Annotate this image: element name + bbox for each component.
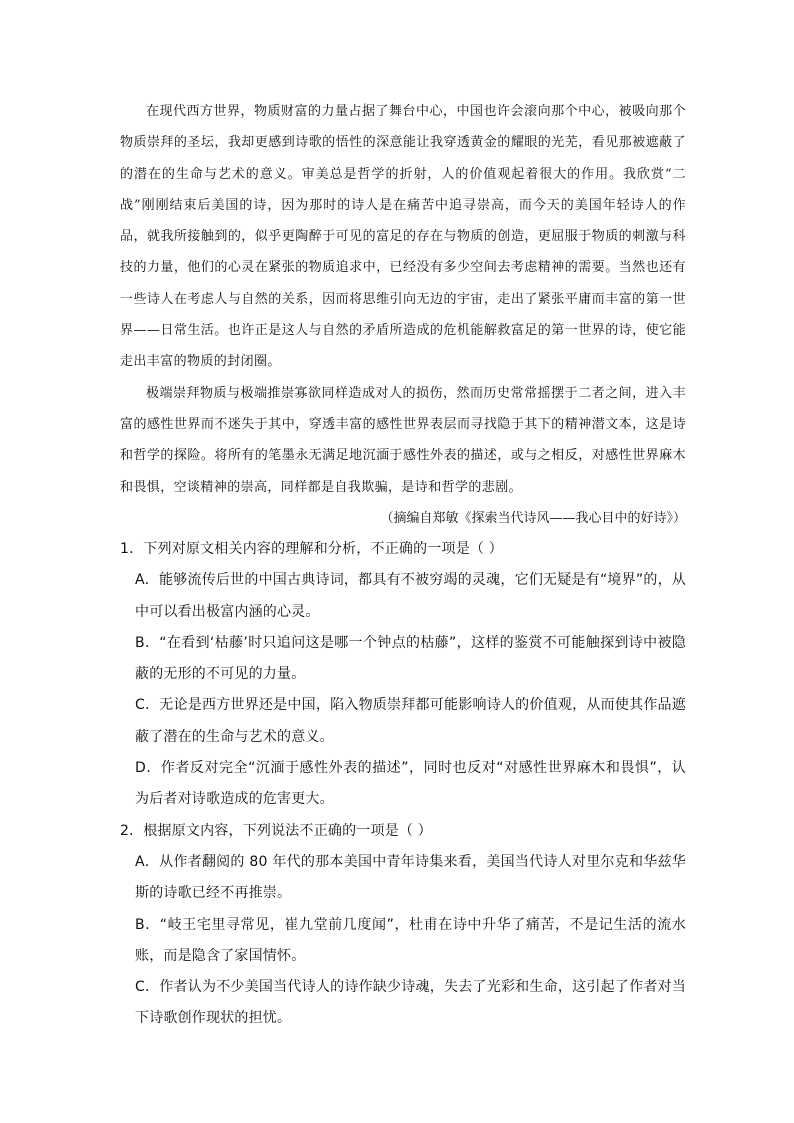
- passage-paragraph-1: 在现代西方世界，物质财富的力量占据了舞台中心，中国也许会滚向那个中心，被吸向那个物质崇拜的圣坛，我却更感到诗歌的悟性的深意能让我穿透黄金的耀眼的光芜，看见那被遮蔽了的潜在的生命与艺术的意义。审美总是哲学的折射，人的价值观起着很大的作用。我欣赏“二战”刚刚结束后美国的诗，因为那时的诗人是在痛苦中追寻崇高，而今天的美国年轻诗人的作品，就我所接触到的，似乎更陶醉于可见的富足的存在与物质的创造，更屈服于物质的刺激与科技的力量，他们的心灵在紧张的物质追求中，已经没有多少空间去考虑精神的需要。当然也还有一些诗人在考虑人与自然的关系，因而将思维引向无边的宇宙，走出了紧张平庸而丰富的第一世界——日常生活。也许正是这人与自然的矛盾所造成的危机能解救富足的第一世界的诗，使它能走出丰富的物质的封闭圈。: [120, 104, 686, 370]
- question-1: [120, 534, 686, 816]
- question-stem: 1．下列对原文相关内容的理解和分析，不正确的一项是（ ）: [120, 541, 503, 557]
- question-option-c: C．无论是西方世界还是中国，陷入物质崇拜都可能影响诗人的价值观，从而使其作品遮蔽了潜在的生命与艺术的意义。: [135, 697, 686, 745]
- question-option-a: A．能够流传后世的中国古典诗词，都具有不被穷竭的灵魂，它们无疑是有“境界”的，从中可以看出极富内涵的心灵。: [135, 572, 686, 620]
- question-option-a: A．从作者翻阅的 80 年代的那本美国中青年诗集来看，美国当代诗人对里尔克和华兹华斯的诗歌已经不再推崇。: [135, 853, 686, 902]
- passage-paragraph-2: 极端崇拜物质与极端推崇寡欲同样造成对人的损伤，然而历史常常摇摆于二者之间，进入丰富的感性世界而不迷失于其中，穿透丰富的感性世界表层而寻找隐于其下的精神潜文本，这是诗和哲学的探险。将所有的笔墨永无满足地沉湎于感性外表的描述，或与之相反，对感性世界麻木和畏惧，空谈精神的崇高，同样都是自我欺骗，是诗和哲学的悲剧。: [120, 385, 686, 495]
- question-option-c: C．作者认为不少美国当代诗人的诗作缺少诗魂，失去了光彩和生命，这引起了作者对当下诗歌创作现状的担忧。: [135, 979, 686, 1027]
- question-2: [120, 816, 686, 1035]
- question-list: [120, 534, 686, 1035]
- reading-passage: [120, 96, 686, 534]
- passage-source: （摘编自郑敏《探索当代诗风——我心目中的好诗》）: [380, 510, 686, 526]
- question-stem: 2．根据原文内容，下列说法不正确的一项是（ ）: [120, 822, 432, 839]
- question-option-d: D．作者反对完全“沉湎于感性外表的描述”，同时也反对“对感性世界麻木和畏惧”，认为后者对诗歌造成的危害更大。: [135, 760, 686, 808]
- question-option-b: B．“岐王宅里寻常见，崔九堂前几度闻”，杜甫在诗中升华了痛苦，不是记生活的流水账，而是隐含了家国情怀。: [135, 916, 686, 964]
- question-option-b: B．“在看到‘枯藤’时只追问这是哪一个钟点的枯藤”，这样的鉴赏不可能触探到诗中被隐蔽的无形的不可见的力量。: [135, 634, 686, 683]
